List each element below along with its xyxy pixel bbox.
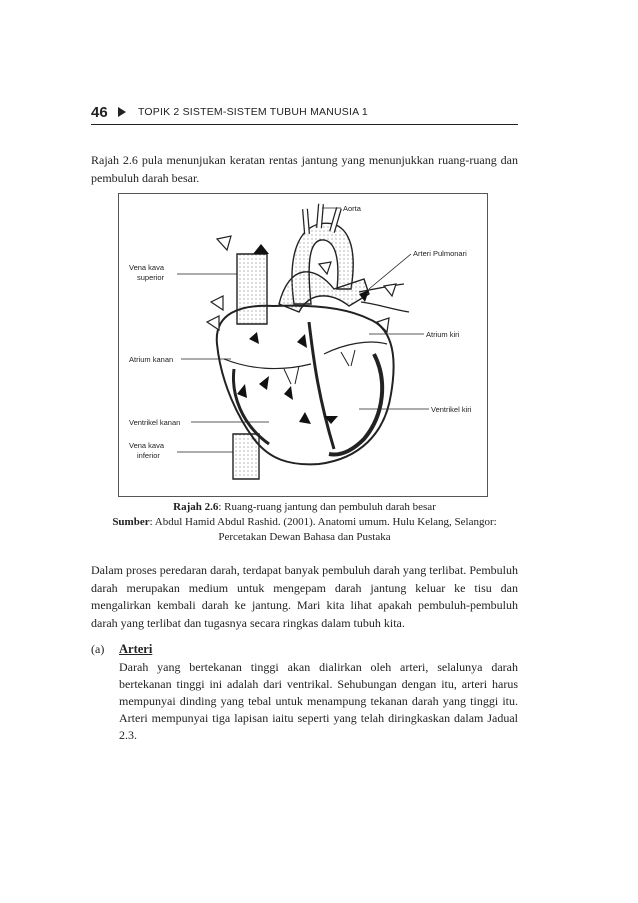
triangle-icon [118,107,126,117]
label-arteri-pulmonari: Arteri Pulmonari [413,249,467,258]
list-item-body: Darah yang bertekanan tinggi akan dialirkan oleh arteri, selalunya darah bertekanan tinggi ini adalah dari ventrikal. Sehubungan dengan itu, arteri harus mempunyai dinding yang tebal untuk menampung tekanan darah yang tinggi itu. Arteri mempunyai tiga lapisan iaitu seperti yang telah diringkaskan dalam Jadual 2.3. [119,660,518,742]
figure-caption-text: : Ruang-ruang jantung dan pembuluh darah besar [218,501,436,513]
label-ventrikel-kanan: Ventrikel kanan [129,418,181,427]
label-ventrikel-kiri: Ventrikel kiri [431,405,472,414]
label-atrium-kiri: Atrium kiri [426,330,460,339]
source-label: Sumber [112,516,150,528]
label-atrium-kanan: Atrium kanan [129,355,174,364]
septum [309,322,334,449]
label-vena-kava-inferior-1: Vena kava [129,441,165,450]
intro-paragraph: Rajah 2.6 pula menunjukan keratan rentas jantung yang menunjukkan ruang-ruang dan pembuluh darah besar. [91,153,518,185]
source-text: : Abdul Hamid Abdul Rashid. (2001). Anatomi umum. Hulu Kelang, Selangor: [149,516,497,528]
label-vena-kava-superior-1: Vena kava [129,263,165,272]
page-header [91,104,518,125]
label-vena-kava-inferior-2: inferior [137,451,160,460]
source-line-2: Percetakan Dewan Bahasa dan Pustaka [218,531,391,543]
source-line [91,515,518,530]
label-vena-kava-superior-2: superior [137,273,165,282]
label-aorta: Aorta [343,204,361,213]
header-title: TOPIK 2 SISTEM-SISTEM TUBUH MANUSIA 1 [138,106,368,118]
figure-caption [91,500,518,515]
page-number: 46 [91,104,108,121]
body-paragraph: Dalam proses peredaran darah, terdapat banyak pembuluh darah yang terlibat. Pembuluh darah merupakan medium untuk mengepam darah jantung keluar ke tisu dan mengalirkan kembali darah ke jantung. Mari kita lihat apakah pembuluh-pembuluh darah yang terlibat dan tugasnya secara ringkas dalam tubuh kita. [91,563,518,630]
heart-diagram [118,193,488,497]
list-item-title: Arteri [119,642,153,656]
vena-kava-superior-vessel [237,254,267,324]
heart-illustration [119,194,487,496]
figure-label: Rajah 2.6 [173,501,219,513]
list-item-label: (a) [91,642,105,656]
